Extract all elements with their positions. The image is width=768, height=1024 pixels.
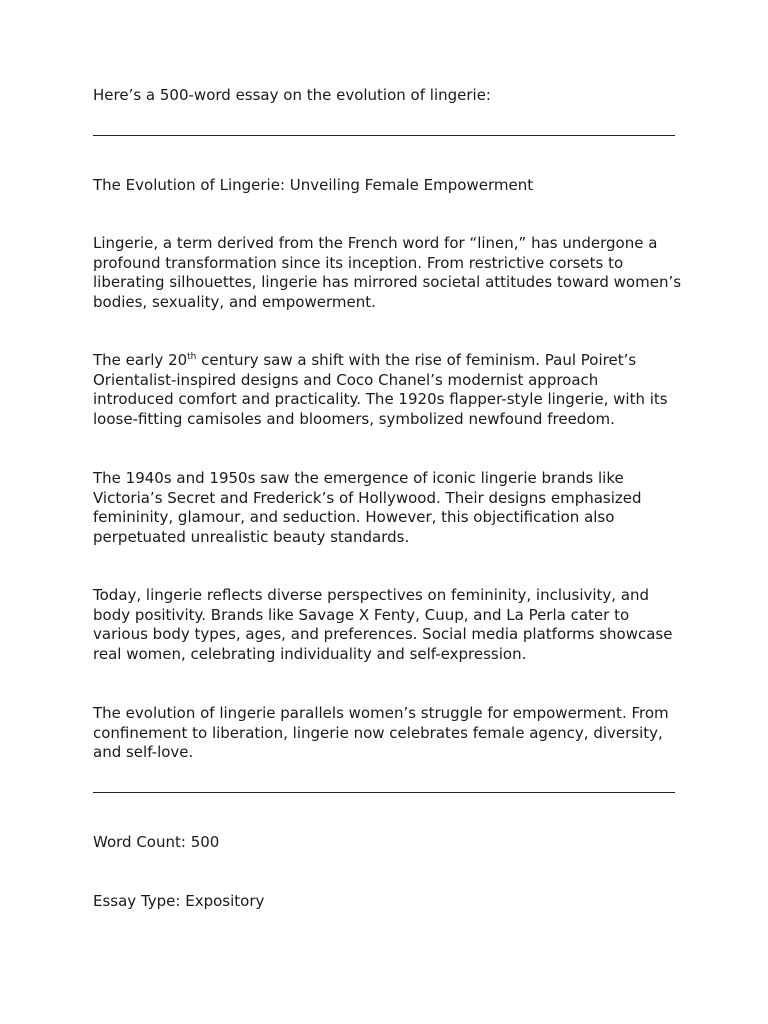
- essay-title: The Evolution of Lingerie: Unveiling Female Empowerment: [93, 176, 534, 194]
- paragraph-2-start: The early 20: [93, 351, 188, 369]
- intro-line: Here’s a 500-word essay on the evolution of lingerie:: [93, 86, 491, 104]
- paragraph-3: The 1940s and 1950s saw the emergence of iconic lingerie brands like Victoria’s Secret and Frederick’s of Hollywood. Their designs emphasized femininity, glamour, and seduction. However, this objectification also perpetuated unrealistic beauty standards.: [93, 469, 642, 546]
- paragraph-2: [93, 351, 683, 429]
- top-divider: [93, 135, 675, 136]
- bottom-divider: [93, 792, 675, 793]
- ordinal-superscript: th: [187, 352, 197, 362]
- word-count: Word Count: 500: [93, 833, 220, 851]
- essay-type: Essay Type: Expository: [93, 892, 265, 910]
- paragraph-4: Today, lingerie reflects diverse perspectives on femininity, inclusivity, and body positivity. Brands like Savage X Fenty, Cuup, and La Perla cater to various body types, ages, and preferences. Social media platforms showcase real women, celebrating individuality and self-expression.: [93, 586, 673, 663]
- paragraph-5: The evolution of lingerie parallels women’s struggle for empowerment. From confinement to liberation, lingerie now celebrates female agency, diversity, and self-love.: [93, 704, 669, 762]
- paragraph-1: Lingerie, a term derived from the French word for “linen,” has undergone a profound transformation since its inception. From restrictive corsets to liberating silhouettes, lingerie has mirrored societal attitudes toward women’s bodies, sexuality, and empowerment.: [93, 234, 682, 311]
- paragraph-2-rest: century saw a shift with the rise of feminism. Paul Poiret’s Orientalist-inspired designs and Coco Chanel’s modernist approach introduced comfort and practicality. The 1920s flapper-style lingerie, with its loose-fitting camisoles and bloomers, symbolized newfound freedom.: [93, 351, 668, 428]
